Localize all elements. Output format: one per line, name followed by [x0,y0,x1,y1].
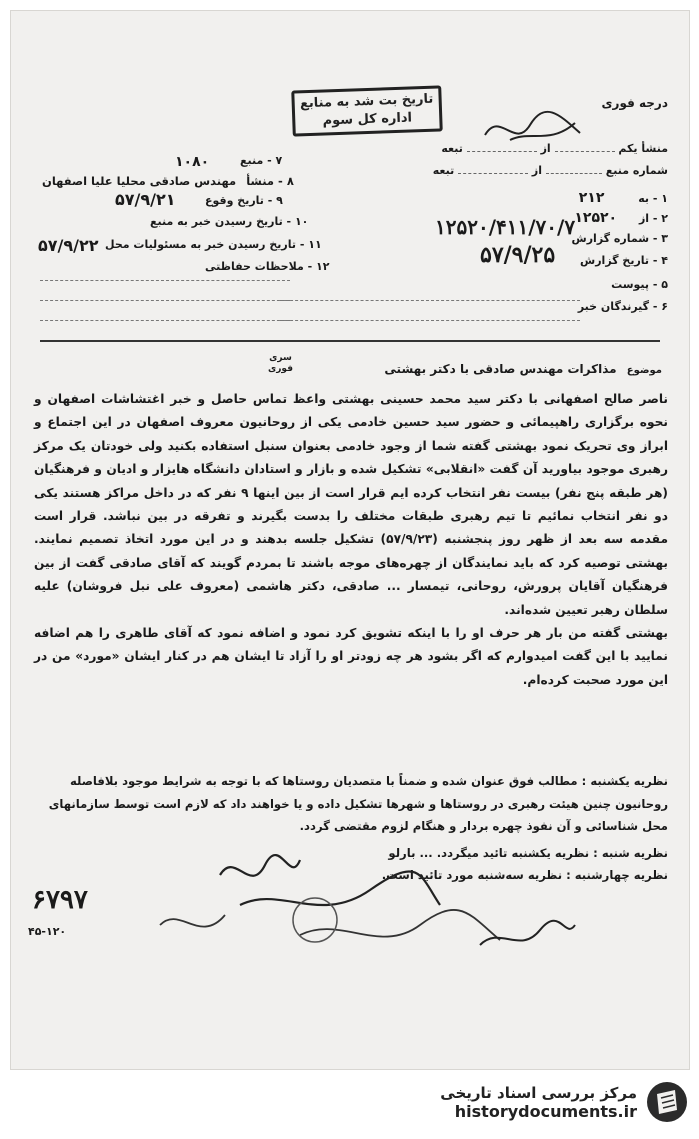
body-paragraph: ناصر صالح اصفهانی با دکتر سید محمد حسینی بهشتی واعظ تماس حاصل و خبر اغتشاشات اصفهان و نحوه برگزاری راهپیمائی و حضور سید حسین خادمی یکی از روحانیون معروف اصفهان در این اجتماع و ابراز وی تحریک نمود بهشتی گفته شما از وجود خادمی بعنوان سنبل استفاده بکنید ولی خودتان یک مرکز رهبری موجود بیاورید آن گفت «انقلابی» تشکیل شده و بازار و استادان دانشگاه هایزار و ادیان و فرهنگیان (هر طبقه پنج نفر) بیست نفر انتخاب کرده ایم قرار است از بین اینها ۹ نفر که در داخل مراکز هستند یکی دو نفر انتخاب نمائیم تا تیم رهبری طبقات مختلف را بدست بگیرند و تفرقه در بین نباشد. قرار است مقدمه سه بعد از ظهر روز پنجشنبه (۵۷/۹/۲۳) تشکیل جلسه بدهند و در این مورد اتخاذ تصمیم نمایند. بهشتی توصیه کرد که باید نمایندگان از چهره‌های موجه باشند تا بمردم گویند که آقای صادقی گفت از بین فرهنگیان آقایان پرورش، روحانی، تیمسار ... صادقی، دکتر هاشمی (معروف علی نبل فروشان) علیه سلطان رهبر تعیین شده‌اند. [34,392,668,617]
report-body [34,388,668,692]
field-received-by-office: ۱۱ - تاریخ رسیدن خبر به مسئولیات محل [105,238,322,251]
opinion-item: نظریه چهارشنبه : نظریه سه‌شنبه مورد تائید است. [381,868,668,882]
field-recipients: ۶ - گیرندگان خبر [577,300,668,313]
subject-line [384,362,662,376]
archive-logo-icon [645,1080,689,1124]
opinion-item: نظریه شنبه : نظریه یکشنبه تائید میگردد. ... بارلو [388,845,668,860]
serial-number: ۶۷۹۷ [32,885,88,915]
field-security-notes: ۱۲ - ملاحظات حفاظتی [205,260,330,273]
urgency-label: درجه فوری [601,96,668,110]
field-to-value: ۲۱۲ [578,190,605,206]
opinion-item: نظریه یکشنبه : مطالب فوق عنوان شده و ضمناً با متصدیان روستاها که با توجه به شرایط موجود بلافاصله روحانیون چنین هیئت رهبری در روستاها و شهرها تشکیل داده و یا خواهند داد که لازم است توسط سازمانهای محل شناسائی و آن نفوذ چهره بردار و هنگام لزوم مقتضی گردد. [48,774,668,833]
field-source: ۷ - منبع [240,154,283,167]
watermark-persian: مرکز بررسی اسناد تاریخی [440,1083,637,1102]
field-event-date: ۹ - تاریخ وقوع [205,194,283,207]
field-received-by-source: ۱۰ - تاریخ رسیدن خبر به منبع [150,215,309,228]
classification-mark: سری فوری [268,353,293,374]
watermark-latin: historydocuments.ir [454,1101,637,1121]
field-from-value: ۱۲۵۲۰ [574,210,618,226]
report-date-value: ۵۷/۹/۲۵ [480,242,556,268]
watermark [440,1080,689,1124]
field-source-number: شماره منبع از تبعه [432,164,668,177]
body-paragraph: بهشتی گفته من بار هر حرف او را با اینکه تشویق کرد نمود و اضافه نمود که آقای طاهری را هم اضافه نمایید با این گفت امیدوارم که اگر بشود هر چه زودتر او را آزاد تا ایشان هم در کنار ایشان «مورد» من در این مورد صحبت کرده‌ام. [34,626,668,687]
report-number-handwritten: ۱۲۵۲۰/۴۱۱/۷۰/۷ [435,215,576,239]
field-received-by-office-value: ۵۷/۹/۲۲ [38,236,99,255]
subject-label: موضوع [626,365,662,376]
received-stamp [291,85,443,136]
field-from: ۲ - از ۱۲۵۲۰ [574,210,668,226]
header-separator [40,340,660,342]
field-origin-left: ۸ - منشأ مهندس صادقی محلیا علیا اصفهان [42,174,294,188]
field-event-date-value: ۵۷/۹/۲۱ [115,190,176,209]
document-page [10,10,690,1070]
stamp-line-2: اداره کل سوم [322,110,413,129]
field-attachment: ۵ - پیوست [611,278,668,291]
field-report-number: ۳ - شماره گزارش [571,232,668,245]
field-source-value: ۱۰۸۰ [175,154,210,170]
stamp-line-1: تاریخ بت شد به منابع [299,91,434,112]
document-code: ۴۵-۱۲۰ [28,925,67,938]
subject-text: مذاکرات مهندس صادقی با دکتر بهشتی [384,362,617,376]
signature-cluster [140,845,580,965]
field-report-date: ۴ - تاریخ گزارش [580,254,668,267]
field-origin: منشأ یکم از تبعه [441,142,668,155]
field-to: ۱ - به ۲۱۲ [578,190,668,206]
